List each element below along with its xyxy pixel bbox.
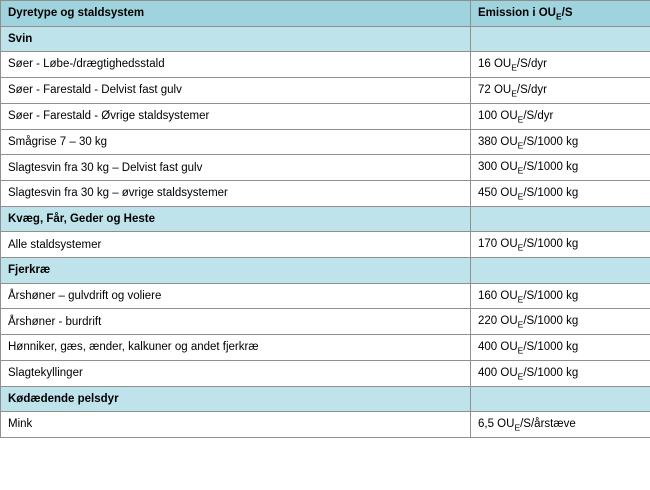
emission-value-number: 16 OU xyxy=(478,58,512,71)
emission-unit-subscript: E xyxy=(517,191,524,202)
animal-type-cell xyxy=(1,335,471,361)
emission-value-number: 100 OU xyxy=(478,109,518,122)
emission-value-number: 380 OU xyxy=(478,135,518,148)
emission-value-cell xyxy=(471,103,650,129)
emission-value-number: 160 OU xyxy=(478,289,518,302)
emission-unit-subscript: E xyxy=(517,345,524,356)
emission-value-cell xyxy=(471,206,650,231)
emission-unit-suffix: /S/1000 kg xyxy=(523,289,579,302)
table-group-row xyxy=(1,26,650,51)
emission-unit-subscript: E xyxy=(517,165,524,176)
group-label: Fjerkræ xyxy=(8,264,51,277)
column-header-emission xyxy=(471,1,650,27)
group-label: Kvæg, Får, Geder og Heste xyxy=(8,212,155,225)
emission-value-number: 400 OU xyxy=(478,341,518,354)
emission-value-number: 72 OU xyxy=(478,83,512,96)
animal-type-cell xyxy=(1,309,471,335)
emission-value-number: 400 OU xyxy=(478,366,518,379)
emission-value-number: 300 OU xyxy=(478,161,518,174)
table-row xyxy=(1,283,650,309)
column-header-animal-type-label: Dyretype og staldsystem xyxy=(8,7,145,20)
animal-type-cell xyxy=(1,360,471,386)
animal-type-label: Smågrise 7 – 30 kg xyxy=(8,135,108,148)
emission-value-cell xyxy=(471,181,650,207)
emission-value-cell xyxy=(471,283,650,309)
emission-value-cell xyxy=(471,258,650,283)
animal-type-label: Søer - Farestald - Øvrige staldsystemer xyxy=(8,109,210,122)
emission-value-cell xyxy=(471,129,650,155)
emission-unit-subscript: E xyxy=(517,293,524,304)
emission-unit-suffix: /S/1000 kg xyxy=(523,161,579,174)
emission-value-number: 450 OU xyxy=(478,187,518,200)
animal-type-label: Søer - Farestald - Delvist fast gulv xyxy=(8,84,182,97)
emission-value-cell xyxy=(471,155,650,181)
animal-type-label: Slagtekyllinger xyxy=(8,367,83,380)
column-header-emission-prefix: Emission i OU xyxy=(478,7,556,19)
emission-unit-subscript: E xyxy=(517,371,524,382)
animal-type-cell xyxy=(1,52,471,78)
emission-unit-suffix: /S/1000 kg xyxy=(523,366,579,379)
table-group-row xyxy=(1,386,650,411)
emission-unit-subscript: E xyxy=(514,422,521,433)
animal-type-cell xyxy=(1,181,471,207)
group-label-cell xyxy=(1,386,471,411)
group-label-cell xyxy=(1,26,471,51)
emission-value-cell xyxy=(471,77,650,103)
emission-value-number: 170 OU xyxy=(478,238,518,251)
emission-value-cell xyxy=(471,412,650,438)
column-header-emission-suffix: /S xyxy=(561,7,573,19)
emission-value-number: 220 OU xyxy=(478,315,518,328)
animal-type-label: Mink xyxy=(8,418,33,431)
emission-unit-suffix: /S/dyr xyxy=(516,58,547,71)
animal-type-label: Årshøner - burdrift xyxy=(8,315,102,328)
table-head xyxy=(1,1,650,27)
animal-type-label: Slagtesvin fra 30 kg – Delvist fast gulv xyxy=(8,161,203,174)
table-row xyxy=(1,360,650,386)
animal-type-label: Alle staldsystemer xyxy=(8,238,102,251)
emission-unit-suffix: /S/1000 kg xyxy=(523,187,579,200)
emission-unit-suffix: /S/1000 kg xyxy=(523,315,579,328)
emission-unit-suffix: /S/1000 kg xyxy=(523,238,579,251)
table-row xyxy=(1,181,650,207)
emission-unit-subscript: E xyxy=(517,139,524,150)
emission-value-number: 6,5 OU xyxy=(478,418,515,431)
animal-type-cell xyxy=(1,283,471,309)
table-row xyxy=(1,103,650,129)
column-header-animal-type xyxy=(1,1,471,27)
emission-value-cell xyxy=(471,386,650,411)
emission-value-cell xyxy=(471,52,650,78)
emission-unit-suffix: /S/årstæve xyxy=(520,418,576,431)
table-group-row xyxy=(1,258,650,283)
emission-unit-subscript: E xyxy=(517,114,524,125)
animal-type-label: Slagtesvin fra 30 kg – øvrige staldsystemer xyxy=(8,187,228,200)
table-row xyxy=(1,309,650,335)
emission-unit-suffix: /S/1000 kg xyxy=(523,135,579,148)
group-label: Kødædende pelsdyr xyxy=(8,392,119,405)
animal-type-cell xyxy=(1,412,471,438)
group-label-cell xyxy=(1,258,471,283)
emission-value-cell xyxy=(471,232,650,258)
animal-type-cell xyxy=(1,129,471,155)
animal-type-cell xyxy=(1,103,471,129)
emission-unit-subscript: E xyxy=(517,242,524,253)
table-row xyxy=(1,155,650,181)
emission-unit-subscript: E xyxy=(517,319,524,330)
animal-type-label: Hønniker, gæs, ænder, kalkuner og andet fjerkræ xyxy=(8,341,259,354)
animal-type-label: Søer - Løbe-/drægtighedsstald xyxy=(8,58,165,71)
group-label-cell xyxy=(1,206,471,231)
emission-value-cell xyxy=(471,309,650,335)
emission-value-cell xyxy=(471,26,650,51)
table-row xyxy=(1,129,650,155)
emission-unit-subscript: E xyxy=(511,62,517,73)
emission-value-cell xyxy=(471,335,650,361)
column-header-emission-subscript: E xyxy=(555,11,562,22)
table-header-row xyxy=(1,1,650,27)
group-label: Svin xyxy=(8,32,33,45)
table-group-row xyxy=(1,206,650,231)
emission-unit-suffix: /S/dyr xyxy=(516,83,547,96)
emission-unit-suffix: /S/dyr xyxy=(523,109,554,122)
table-row xyxy=(1,335,650,361)
animal-type-cell xyxy=(1,155,471,181)
animal-type-label: Årshøner – gulvdrift og voliere xyxy=(8,289,162,302)
table-row xyxy=(1,412,650,438)
table-row xyxy=(1,77,650,103)
emission-unit-subscript: E xyxy=(511,88,517,99)
emission-unit-suffix: /S/1000 kg xyxy=(523,341,579,354)
table-row xyxy=(1,52,650,78)
table-row xyxy=(1,232,650,258)
table-body xyxy=(1,26,650,437)
animal-type-cell xyxy=(1,232,471,258)
animal-type-cell xyxy=(1,77,471,103)
emission-value-cell xyxy=(471,360,650,386)
